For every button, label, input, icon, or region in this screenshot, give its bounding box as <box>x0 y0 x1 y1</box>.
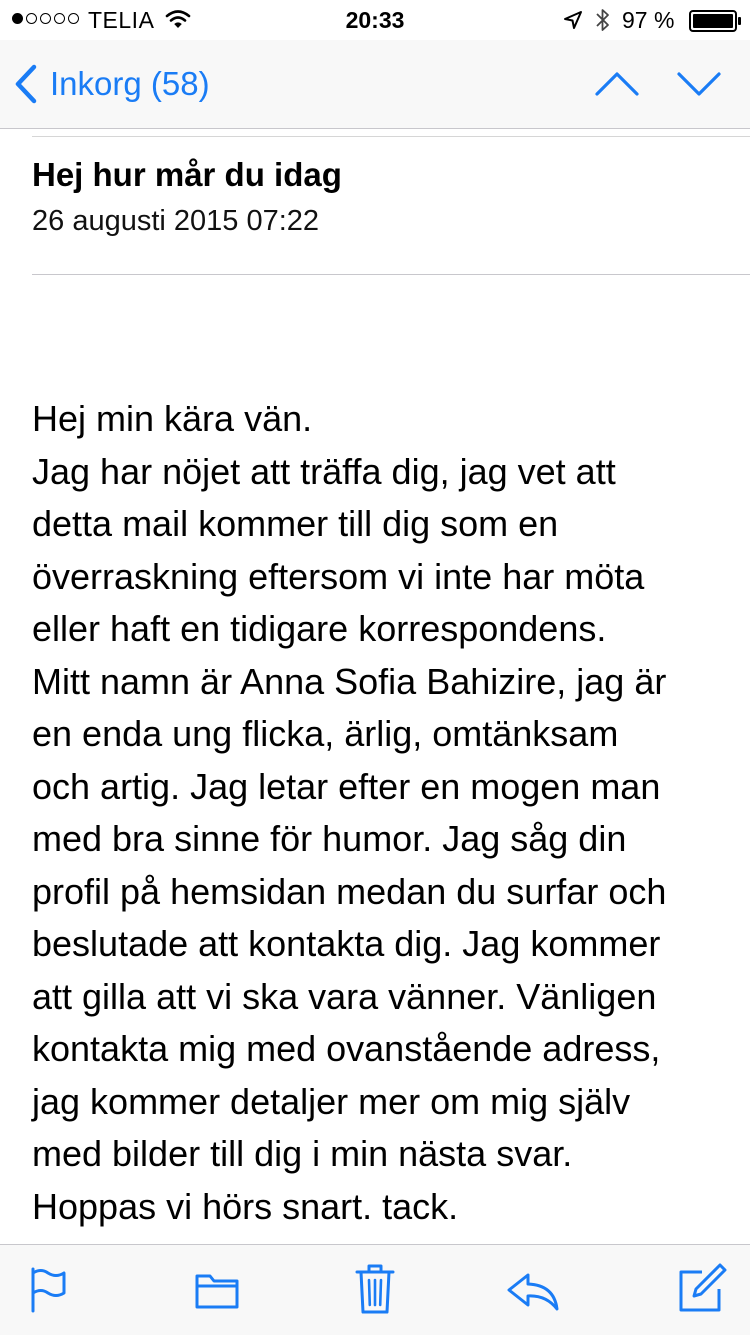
message-body-line: och artig. Jag letar efter en mogen man <box>32 765 661 807</box>
message-body <box>0 380 750 1244</box>
compose-icon <box>678 1263 726 1313</box>
message-body-line: med bilder till dig i min nästa svar. <box>32 1133 573 1174</box>
message-body-line: eller haft en tidigare korrespondens. <box>32 608 607 649</box>
trash-icon <box>355 1263 395 1315</box>
battery-percentage: 97 % <box>622 7 675 33</box>
flag-icon <box>28 1267 68 1313</box>
message-body-line: Hej min kära vän. <box>32 398 313 439</box>
previous-message-button[interactable] <box>594 66 640 107</box>
message-body-line: Hoppas vi hörs snart. tack. <box>32 1185 459 1227</box>
chevron-left-icon <box>14 64 38 104</box>
back-to-inbox-button[interactable] <box>14 62 210 106</box>
chevron-down-icon <box>676 66 722 102</box>
message-body-line: överraskning eftersom vi inte har möta <box>32 555 645 597</box>
reply-button[interactable] <box>506 1271 560 1316</box>
reply-icon <box>506 1271 560 1311</box>
header-divider <box>32 274 750 275</box>
message-body-line: en enda ung flicka, ärlig, omtänksam <box>32 713 619 754</box>
message-body-line: detta mail kommer till dig som en <box>32 503 559 544</box>
back-button-label: Inkorg (58) <box>50 65 210 102</box>
delete-button[interactable] <box>355 1263 395 1320</box>
message-date: 26 augusti 2015 07:22 <box>32 205 320 237</box>
message-body-line: Mitt namn är Anna Sofia Bahizire, jag är <box>32 660 667 702</box>
chevron-up-icon <box>594 66 640 102</box>
message-body-line: profil på hemsidan medan du surfar och <box>32 870 667 912</box>
compose-button[interactable] <box>678 1263 726 1318</box>
status-time: 20:33 <box>345 7 405 33</box>
folder-icon <box>194 1267 240 1313</box>
location-arrow-icon <box>563 9 583 36</box>
message-body-line: kontakta mig med ovanstående adress, <box>32 1028 661 1069</box>
next-message-button[interactable] <box>676 66 722 107</box>
carrier-name: TELIA <box>88 7 155 33</box>
message-body-line: med bra sinne för humor. Jag såg din <box>32 818 627 859</box>
status-bar <box>0 0 750 40</box>
flag-button[interactable] <box>28 1267 68 1318</box>
header-top-divider <box>32 136 750 137</box>
message-body-line: jag kommer detaljer mer om mig själv <box>32 1080 631 1122</box>
message-body-line: Jag har nöjet att träffa dig, jag vet att <box>32 450 616 492</box>
message-body-line: att gilla att vi ska vara vänner. Vänligen <box>32 975 657 1017</box>
bluetooth-icon <box>595 7 611 39</box>
navigation-bar <box>0 40 750 129</box>
message-body-line: beslutade att kontakta dig. Jag kommer <box>32 923 661 964</box>
message-body-text <box>32 393 722 1286</box>
move-to-folder-button[interactable] <box>194 1267 240 1318</box>
bottom-toolbar <box>0 1244 750 1335</box>
message-subject: Hej hur mår du idag <box>32 156 342 193</box>
battery-icon <box>689 10 743 38</box>
